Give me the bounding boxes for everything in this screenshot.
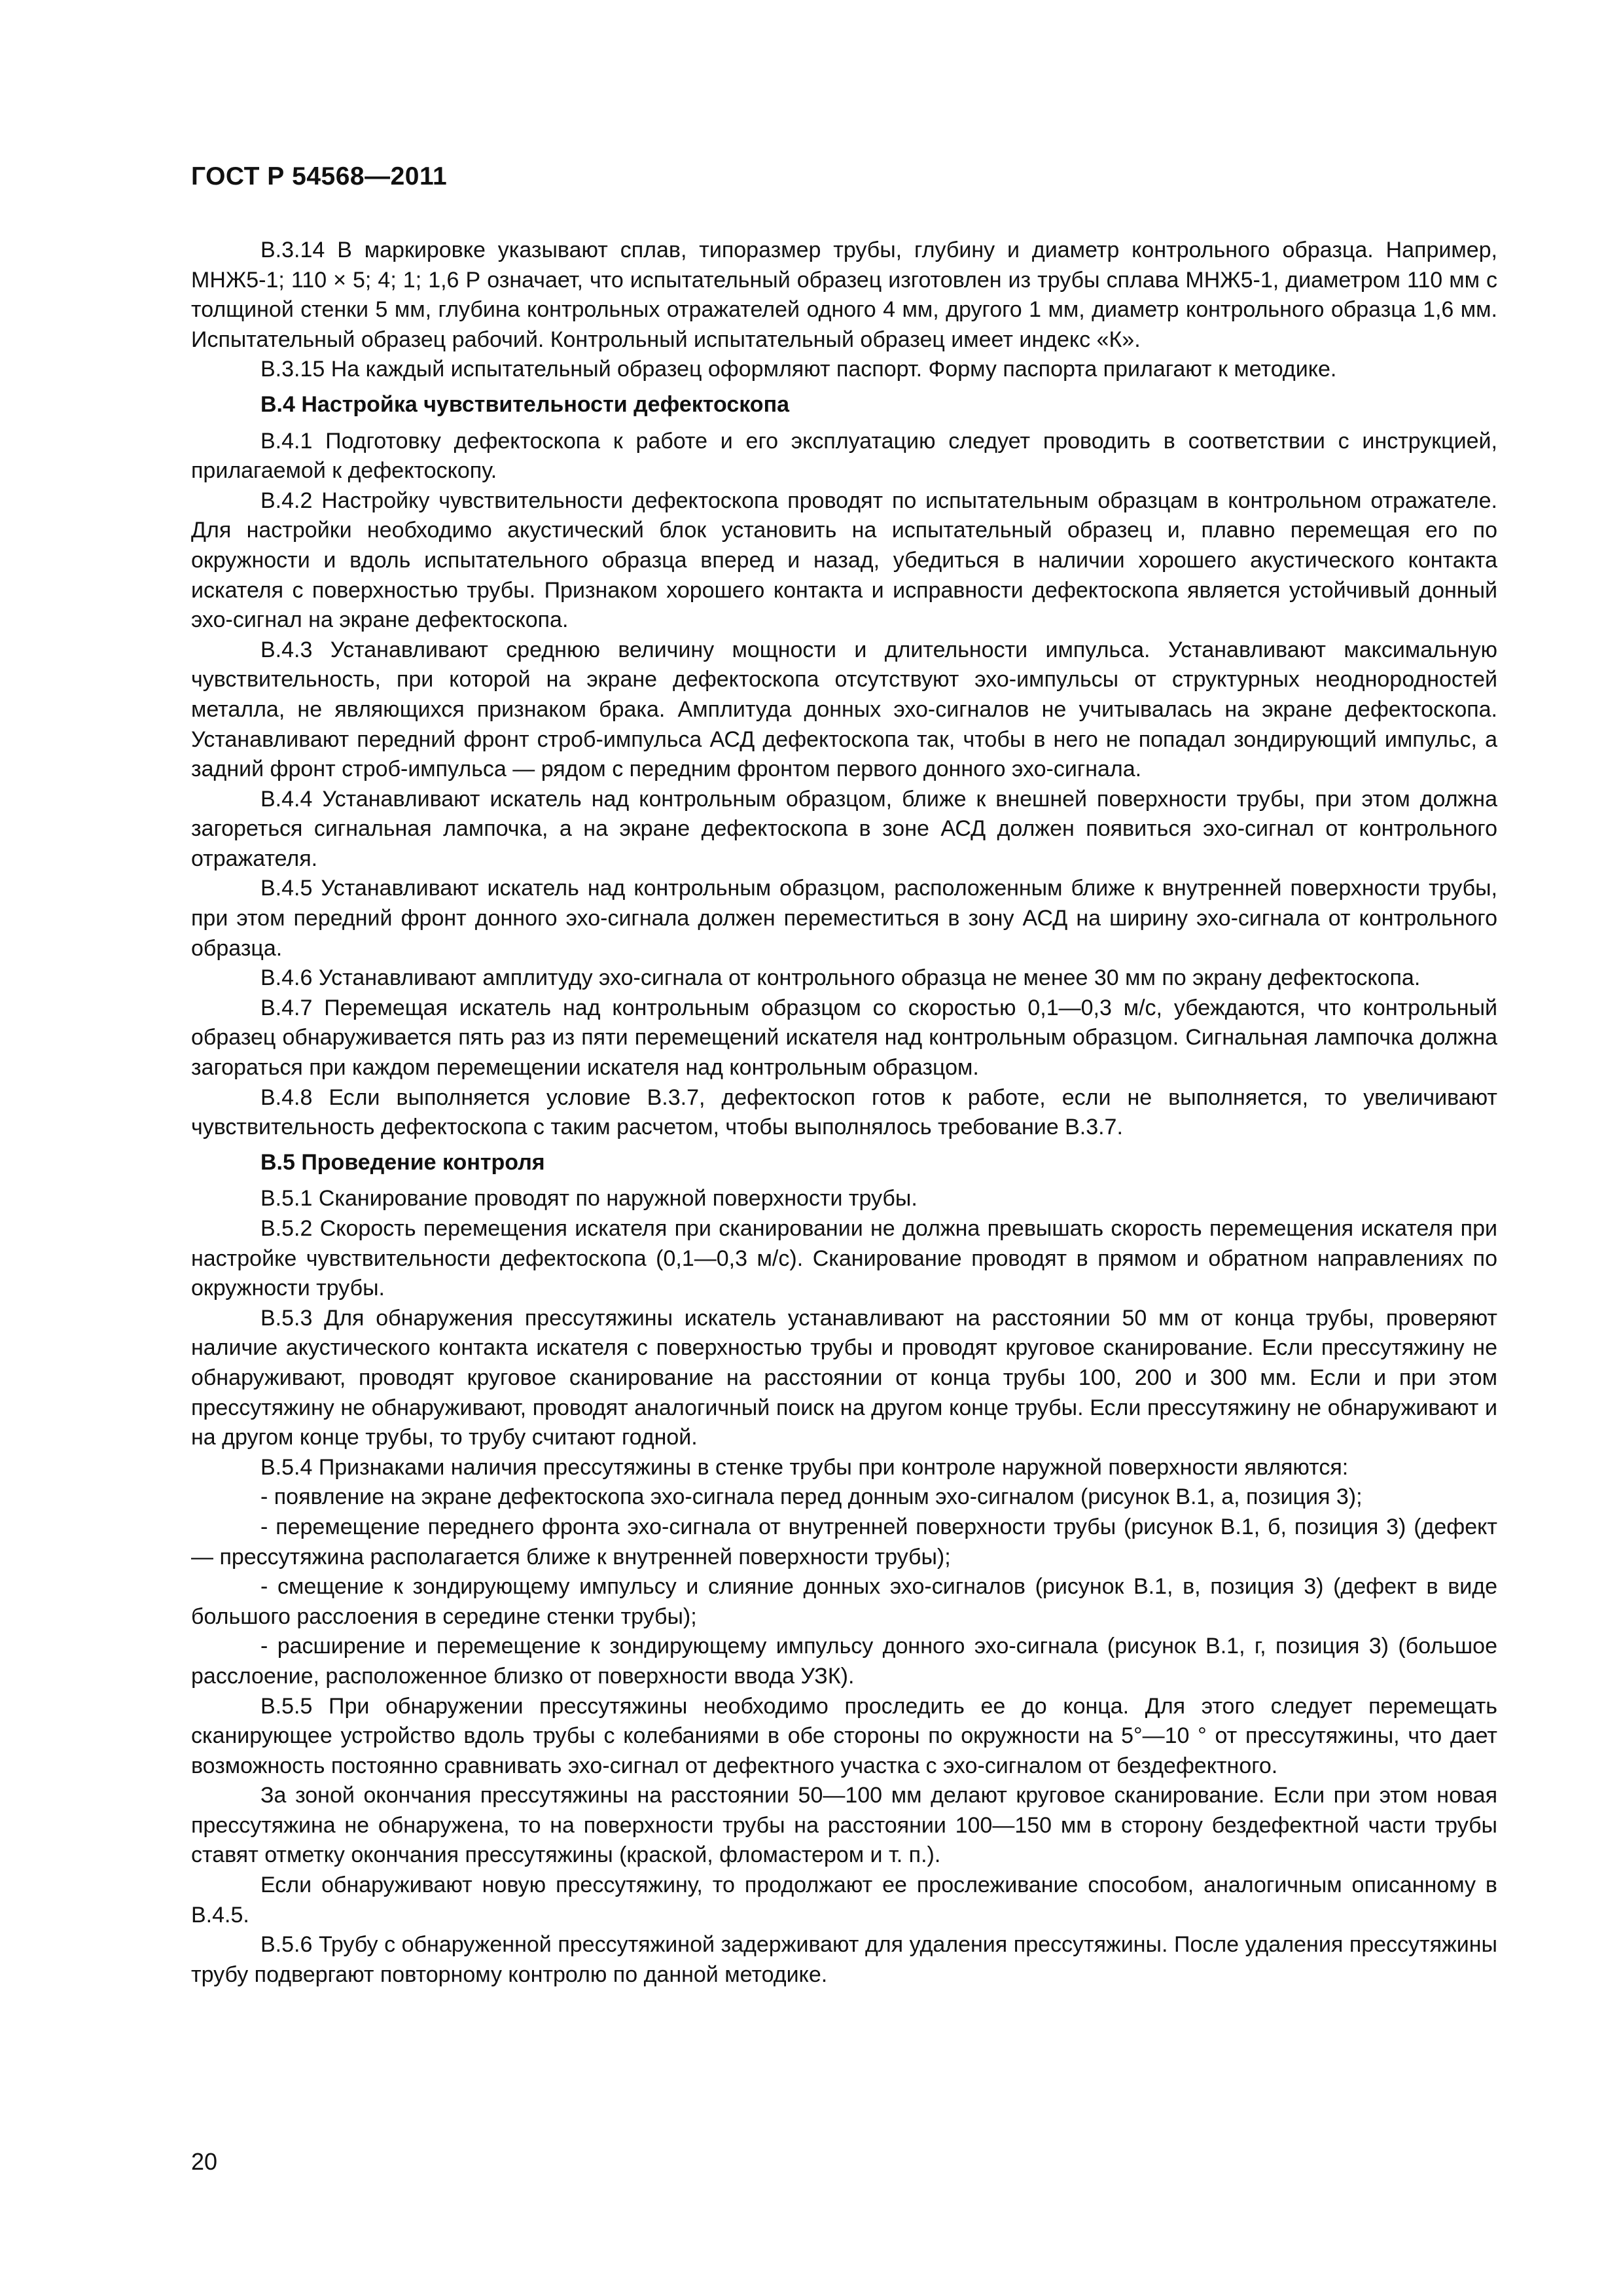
paragraph: За зоной окончания прессутяжины на расстоянии 50—100 мм делают круговое сканирование. Если при этом новая прессутяжина не обнаружена, то на поверхности трубы на расстоянии 100—150 мм в сторону бездефектной части трубы ставят отметку окончания прессутяжины (краской, фломастером и т. п.).: [191, 1783, 1497, 1868]
paragraph: В.3.15 На каждый испытательный образец оформляют паспорт. Форму паспорта прилагают к методике.: [260, 357, 1337, 382]
paragraph: - перемещение переднего фронта эхо-сигнала от внутренней поверхности трубы (рисунок В.1, б, позиция 3) (дефект — прессутяжина располагается ближе к внутренней поверхности трубы);: [191, 1514, 1497, 1570]
paragraph: В.5.1 Сканирование проводят по наружной поверхности трубы.: [260, 1186, 918, 1211]
paragraph: В.5.2 Скорость перемещения искателя при сканировании не должна превышать скорость перемещения искателя при настройке чувствительности дефектоскопа (0,1—0,3 м/с). Сканирование проводят в прямом и обратном направлениях по окружности трубы.: [191, 1216, 1497, 1301]
section-heading: В.5 Проведение контроля: [260, 1149, 545, 1175]
paragraph: В.4.8 Если выполняется условие В.3.7, дефектоскоп готов к работе, если не выполняется, то увеличивают чувствительность дефектоскопа с таким расчетом, чтобы выполнялось требование В.3.7.: [191, 1085, 1497, 1140]
paragraph: В.4.7 Перемещая искатель над контрольным образцом со скоростью 0,1—0,3 м/с, убеждаются, что контрольный образец обнаруживается пять раз из пяти перемещений искателя над контрольным образцом. Сигнальная лампочка должна загораться при каждом перемещении искателя над контрольным образцом.: [191, 995, 1497, 1081]
section-heading: В.4 Настройка чувствительности дефектоскопа: [260, 391, 790, 417]
paragraph: В.4.2 Настройку чувствительности дефектоскопа проводят по испытательным образцам в контрольном отражателе. Для настройки необходимо акустический блок установить на испытательный образец и, плавно перемещая его по окружности и вдоль испытательного образца вперед и назад, убедиться в наличии хорошего акустического контакта искателя с поверхностью трубы. Признаком хорошего контакта и исправности дефектоскопа является устойчивый донный эхо-сигнал на экране дефектоскопа.: [191, 488, 1497, 633]
paragraph: В.5.6 Трубу с обнаруженной прессутяжиной задерживают для удаления прессутяжины. После удаления прессутяжины трубу подвергают повторному контролю по данной методике.: [191, 1932, 1497, 1987]
paragraph: В.4.4 Устанавливают искатель над контрольным образцом, ближе к внешней поверхности трубы, при этом должна загореться сигнальная лампочка, а на экране дефектоскопа в зоне АСД должен появиться эхо-сигнал от контрольного отражателя.: [191, 786, 1497, 871]
page-number: 20: [191, 2148, 218, 2175]
paragraph: B.3.14 В маркировке указывают сплав, типоразмер трубы, глубину и диаметр контрольного образца. Например, МНЖ5-1; 110 × 5; 4; 1; 1,6 Р означает, что испытательный образец изготовлен из трубы сплава МНЖ5-1, диаметром 110 мм с толщиной стенки 5 мм, глубина контрольных отражателей одного 4 мм, другого 1 мм, диаметр контрольного образца 1,6 мм. Испытательный образец рабочий. Контрольный испытательный образец имеет индекс «К».: [191, 238, 1497, 352]
paragraph: В.5.3 Для обнаружения прессутяжины искатель устанавливают на расстоянии 50 мм от конца трубы, проверяют наличие акустического контакта искателя с поверхностью трубы и проводят круговое сканирование. Если прессутяжину не обнаруживают, проводят круговое сканирование на расстоянии от конца трубы 100, 200 и 300 мм. Если и при этом прессутяжину не обнаруживают, проводят аналогичный поиск на другом конце трубы. Если прессутяжину не обнаруживают и на другом конце трубы, то трубу считают годной.: [191, 1305, 1497, 1450]
paragraph: В.4.3 Устанавливают среднюю величину мощности и длительности импульса. Устанавливают максимальную чувствительность, при которой на экране дефектоскопа отсутствуют эхо-импульсы от структурных неоднородностей металла, не являющихся признаком брака. Амплитуда донных эхо-сигналов не учитывалась на экране дефектоскопа. Устанавливают передний фронт строб-импульса АСД дефектоскопа так, чтобы в него не попадал зондирующий импульс, а задний фронт строб-импульса — рядом с передним фронтом первого донного эхо-сигнала.: [191, 637, 1497, 782]
document-header: ГОСТ Р 54568—2011: [191, 162, 448, 190]
document-body: [191, 236, 1497, 1990]
paragraph: В.4.6 Устанавливают амплитуду эхо-сигнала от контрольного образца не менее 30 мм по экрану дефектоскопа.: [260, 965, 1421, 991]
paragraph: - смещение к зондирующему импульсу и слияние донных эхо-сигналов (рисунок В.1, в, позиция 3) (дефект в виде большого расслоения в середине стенки трубы);: [191, 1574, 1497, 1629]
paragraph: В.5.5 При обнаружении прессутяжины необходимо проследить ее до конца. Для этого следует перемещать сканирующее устройство вдоль трубы с колебаниями в обе стороны по окружности на 5°—10 ° от прессутяжины, что дает возможность постоянно сравнивать эхо-сигнал от дефектного участка с эхо-сигналом от бездефектного.: [191, 1693, 1497, 1778]
paragraph: Если обнаруживают новую прессутяжину, то продолжают ее прослеживание способом, аналогичным описанному в В.4.5.: [191, 1873, 1497, 1928]
paragraph: В.5.4 Признаками наличия прессутяжины в стенке трубы при контроле наружной поверхности являются:: [260, 1454, 1349, 1480]
paragraph: В.4.5 Устанавливают искатель над контрольным образцом, расположенным ближе к внутренней поверхности трубы, при этом передний фронт донного эхо-сигнала должен переместиться в зону АСД на ширину эхо-сигнала от контрольного образца.: [191, 876, 1497, 961]
paragraph: - расширение и перемещение к зондирующему импульсу донного эхо-сигнала (рисунок В.1, г, позиция 3) (большое расслоение, расположенное близко от поверхности ввода УЗК).: [191, 1634, 1497, 1689]
paragraph: - появление на экране дефектоскопа эхо-сигнала перед донным эхо-сигналом (рисунок В.1, а, позиция 3);: [260, 1484, 1363, 1510]
paragraph: В.4.1 Подготовку дефектоскопа к работе и его эксплуатацию следует проводить в соответствии с инструкцией, прилагаемой к дефектоскопу.: [191, 428, 1497, 484]
